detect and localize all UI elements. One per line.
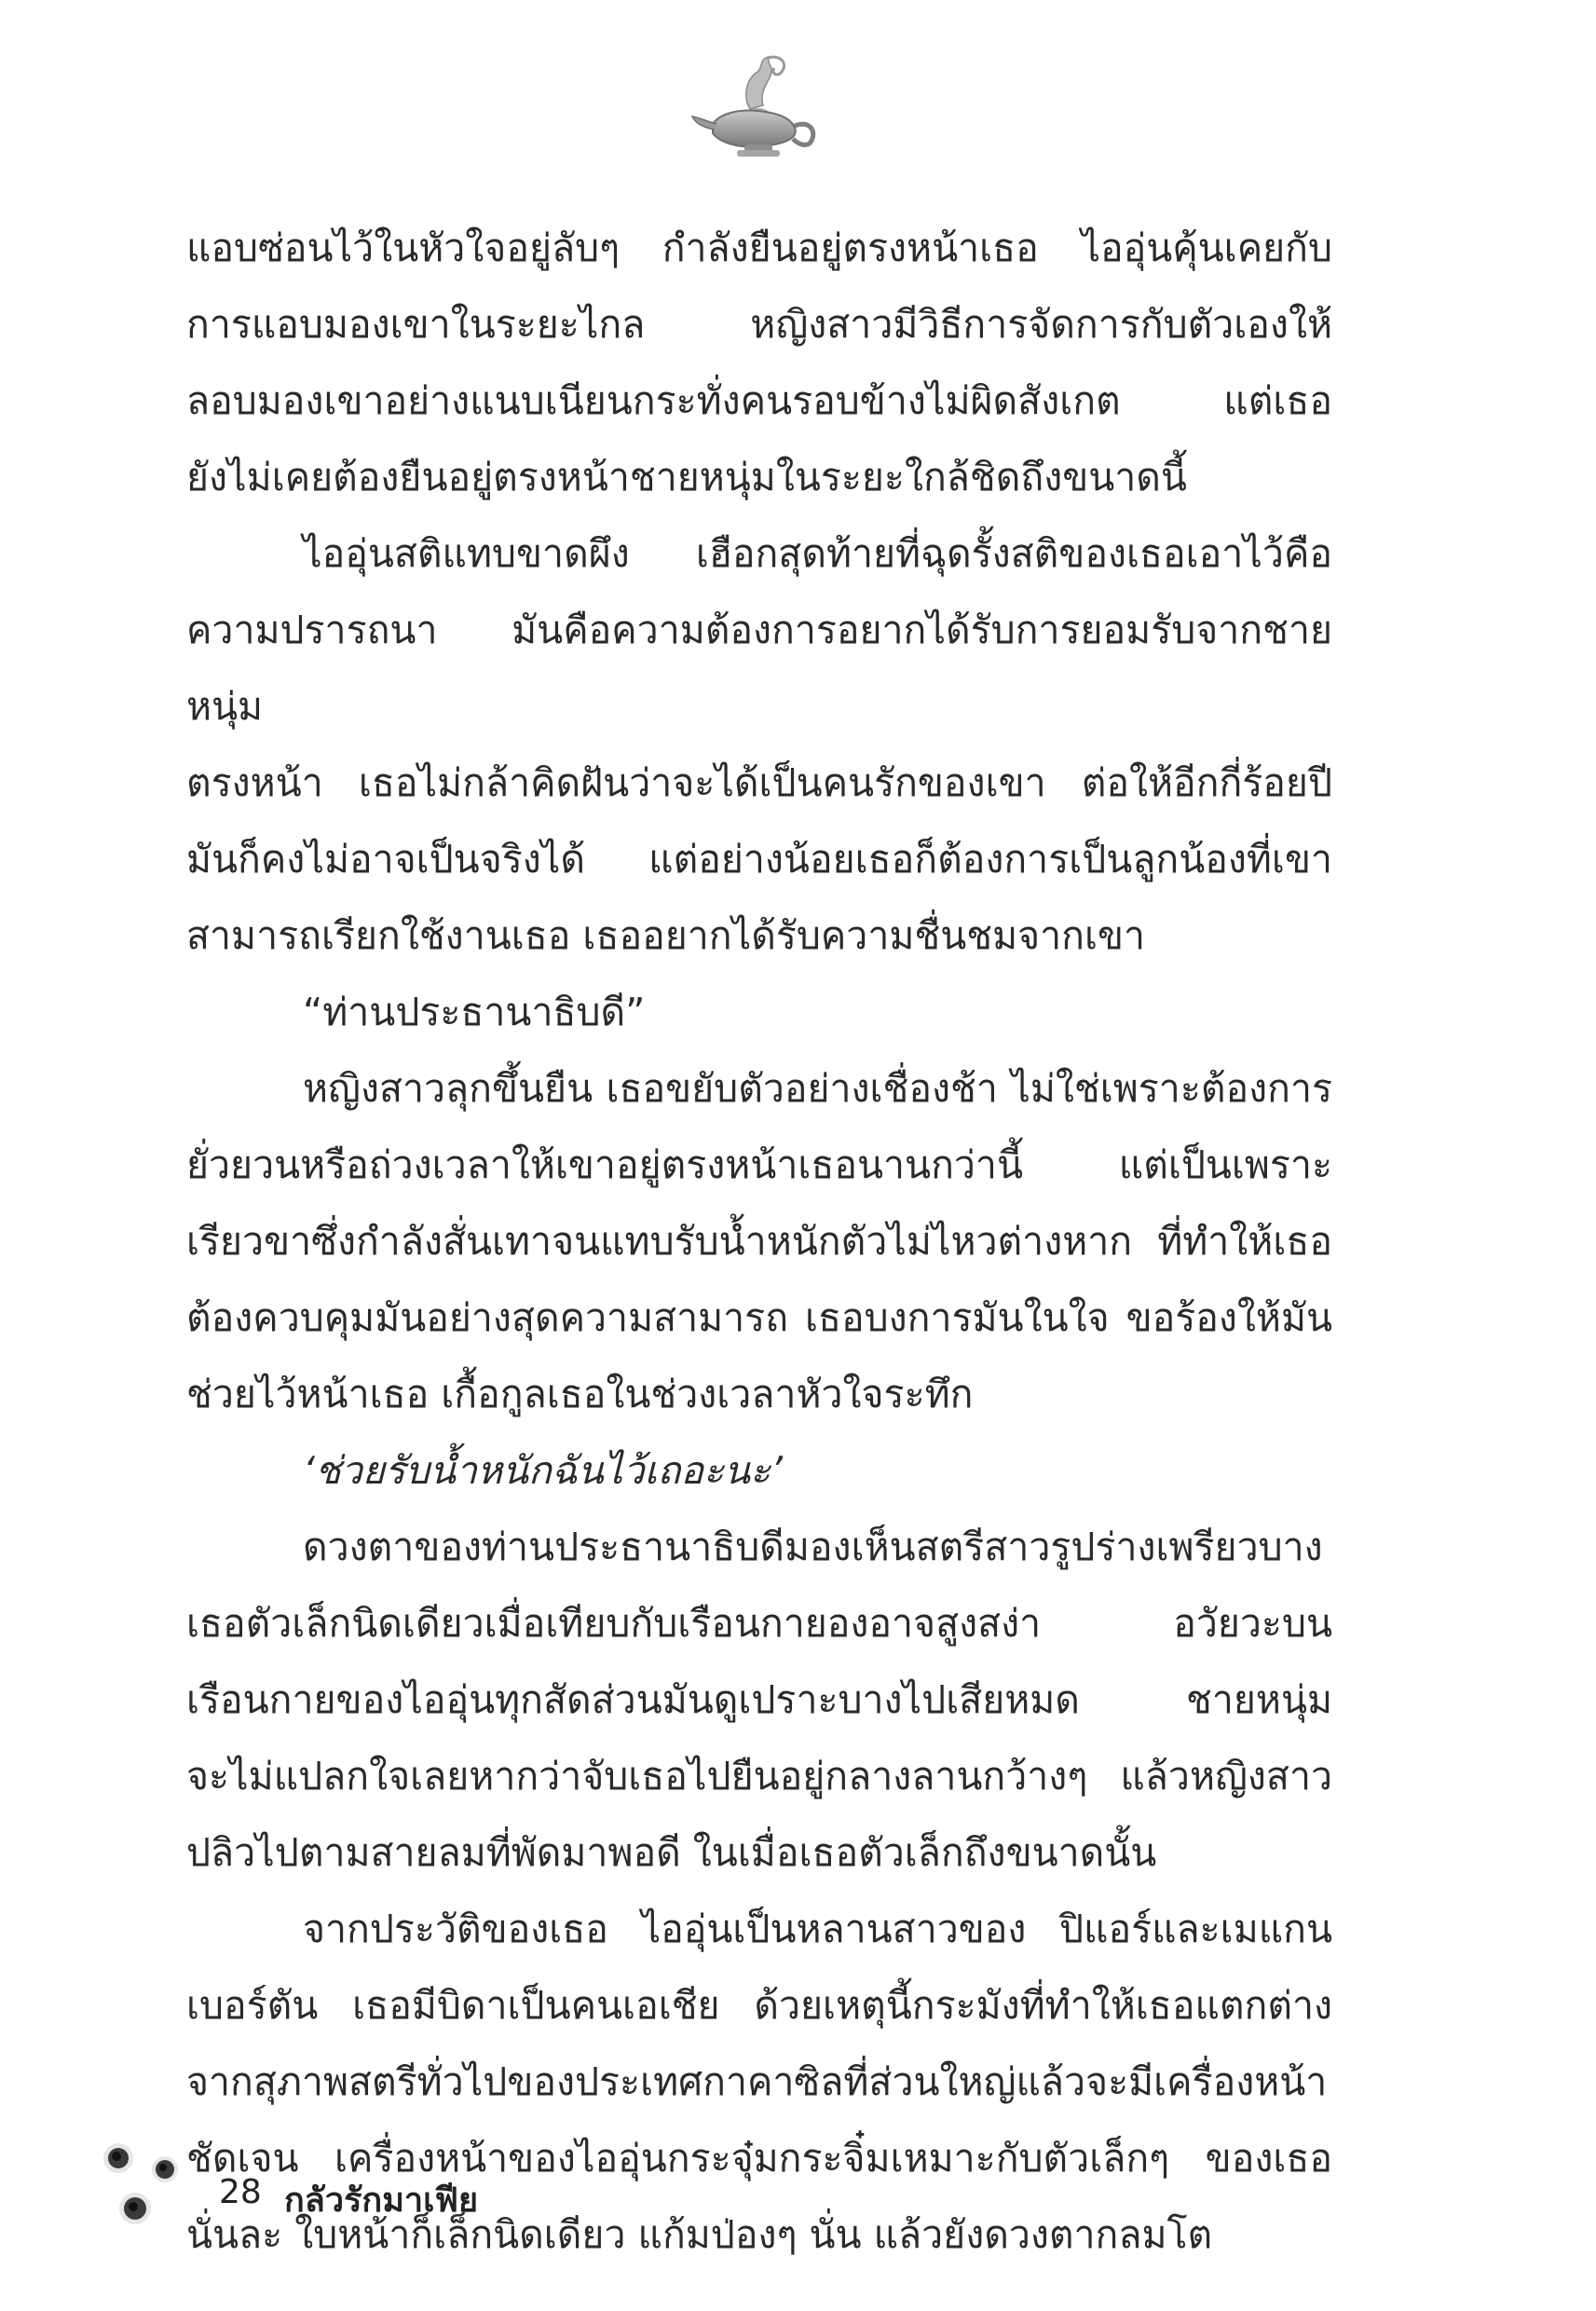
text-line: ตรงหน้า เธอไม่กล้าคิดฝันว่าจะได้เป็นคนรักของเขา ต่อให้อีกกี่ร้อยปี xyxy=(186,760,1332,805)
body-text xyxy=(186,210,1332,2273)
text-line: ดวงตาของท่านประธานาธิบดีมองเห็นสตรีสาวรูปร่างเพรียวบาง xyxy=(303,1525,1323,1569)
bullet-holes-icon xyxy=(98,2134,200,2236)
text-line: ชัดเจน เครื่องหน้าของไออุ่นกระจุ๋มกระจิ๋มเหมาะกับตัวเล็กๆ ของเธอ xyxy=(186,2136,1332,2181)
text-line: เบอร์ตัน เธอมีบิดาเป็นคนเอเชีย ด้วยเหตุนี้กระมังที่ทำให้เธอแตกต่าง xyxy=(186,1983,1332,2028)
text-line: ช่วยไว้หน้าเธอ เกื้อกูลเธอในช่วงเวลาหัวใจระทึก xyxy=(186,1372,974,1416)
text-line: เรียวขาซึ่งกำลังสั่นเทาจนแทบรับน้ำหนักตัวไม่ไหวต่างหาก ที่ทำให้เธอ xyxy=(186,1219,1332,1264)
genie-lamp-icon xyxy=(685,51,825,163)
book-title: กลัวรักมาเฟีย xyxy=(284,2181,479,2220)
text-line: ปลิวไปตามสายลมที่พัดมาพอดี ในเมื่อเธอตัวเล็กถึงขนาดนั้น xyxy=(186,1830,1157,1875)
text-line: ยั่วยวนหรือถ่วงเวลาให้เขาอยู่ตรงหน้าเธอนานกว่านี้ แต่เป็นเพราะ xyxy=(186,1142,1332,1187)
text-line: เธอตัวเล็กนิดเดียวเมื่อเทียบกับเรือนกายองอาจสูงสง่า อวัยวะบน xyxy=(186,1601,1332,1646)
text-line: แอบซ่อนไว้ในหัวใจอยู่ลับๆ กำลังยืนอยู่ตรงหน้าเธอ ไออุ่นคุ้นเคยกับ xyxy=(186,226,1332,270)
text-line: ความปรารถนา มันคือความต้องการอยากได้รับการยอมรับจากชายหนุ่ม xyxy=(186,608,1332,729)
text-line: มันก็คงไม่อาจเป็นจริงได้ แต่อย่างน้อยเธอก็ต้องการเป็นลูกน้องที่เขา xyxy=(186,837,1332,882)
text-line: ยังไม่เคยต้องยืนอยู่ตรงหน้าชายหนุ่มในระยะใกล้ชิดถึงขนาดนี้ xyxy=(186,455,1187,499)
page-number: 28 xyxy=(219,2173,262,2211)
text-line: สามารถเรียกใช้งานเธอ เธออยากได้รับความชื่นชมจากเขา xyxy=(186,913,1146,958)
text-line: จากสุภาพสตรีทั่วไปของประเทศกาคาซิลที่ส่วนใหญ่แล้วจะมีเครื่องหน้า xyxy=(186,2059,1328,2104)
page-footer xyxy=(98,2134,750,2236)
text-line: การแอบมองเขาในระยะไกล หญิงสาวมีวิธีการจัดการกับตัวเองให้ xyxy=(186,302,1332,347)
text-line: เรือนกายของไออุ่นทุกสัดส่วนมันดูเปราะบางไปเสียหมด ชายหนุ่ม xyxy=(186,1677,1332,1722)
text-line: ‘ช่วยรับน้ำหนักฉันไว้เถอะนะ’ xyxy=(303,1448,784,1493)
text-line: จะไม่แปลกใจเลยหากว่าจับเธอไปยืนอยู่กลางลานกว้างๆ แล้วหญิงสาว xyxy=(186,1754,1332,1798)
text-line: จากประวัติของเธอ ไออุ่นเป็นหลานสาวของ ปิแอร์และเมแกน xyxy=(303,1907,1332,1951)
text-line: ลอบมองเขาอย่างแนบเนียนกระทั่งคนรอบข้างไม่ผิดสังเกต แต่เธอ xyxy=(186,378,1332,423)
text-line: ต้องควบคุมมันอย่างสุดความสามารถ เธอบงการมันในใจ ขอร้องให้มัน xyxy=(186,1295,1332,1340)
text-line: “ท่านประธานาธิบดี” xyxy=(303,990,646,1034)
text-line: ไออุ่นสติแทบขาดผึง เฮือกสุดท้ายที่ฉุดรั้งสติของเธอเอาไว้คือ xyxy=(303,531,1332,576)
text-line: หญิงสาวลุกขึ้นยืน เธอขยับตัวอย่างเชื่องช้า ไม่ใช่เพราะต้องการ xyxy=(303,1066,1332,1111)
text-line: นั่นละ ใบหน้าก็เล็กนิดเดียว แก้มป่องๆ นั่น แล้วยังดวงตากลมโต xyxy=(186,2212,1213,2257)
